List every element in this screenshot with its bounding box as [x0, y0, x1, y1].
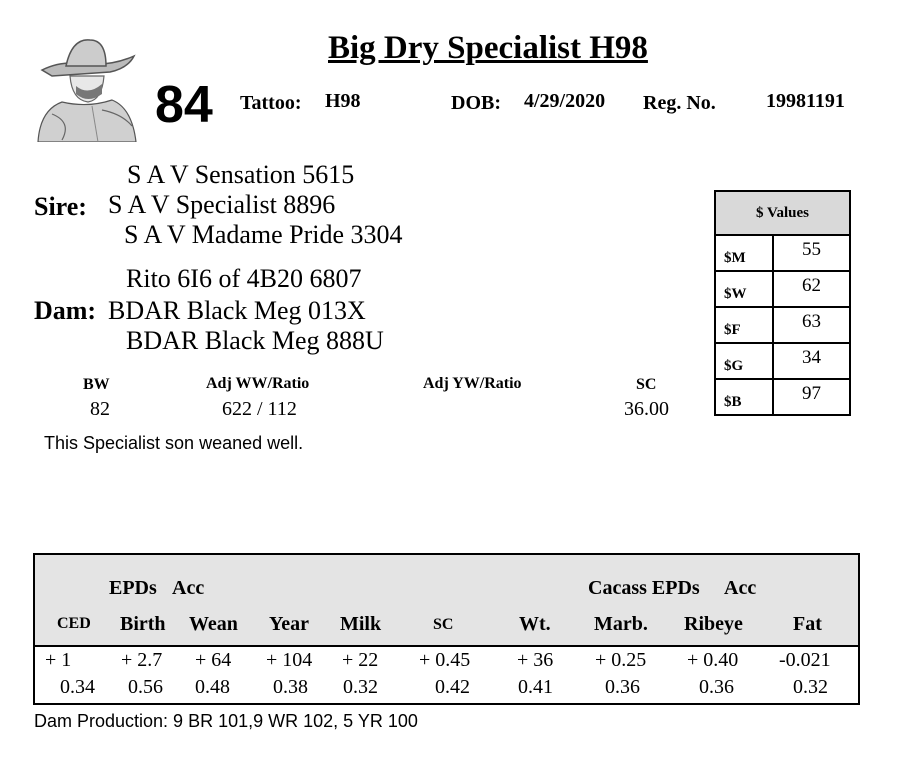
dollar-value: 55: [773, 235, 850, 271]
sc-label: SC: [636, 376, 657, 393]
tattoo-value: H98: [325, 90, 361, 112]
acc-value: 0.56: [128, 676, 163, 698]
carcass-epd-label: Cacass EPDs: [588, 577, 700, 599]
epd-value: + 22: [342, 649, 379, 671]
sire-sire: S A V Sensation 5615: [127, 160, 355, 189]
dollar-value: 63: [773, 307, 850, 343]
epd-col-wean: Wean: [189, 613, 238, 635]
sc-value: 36.00: [624, 398, 669, 420]
epd-value: + 1: [45, 649, 72, 671]
acc-value: 0.36: [699, 676, 734, 698]
epd-value: -0.021: [779, 649, 831, 671]
dollar-label: $G: [715, 343, 773, 379]
table-row: [715, 271, 850, 307]
dam-sire: Rito 6I6 of 4B20 6807: [126, 264, 362, 293]
acc-value: 0.41: [518, 676, 553, 698]
ww-label: Adj WW/Ratio: [206, 375, 310, 392]
dollar-label: $W: [715, 271, 773, 307]
epd-col-milk: Milk: [340, 613, 382, 635]
dollar-value: 34: [773, 343, 850, 379]
dob-label: DOB:: [451, 92, 501, 114]
dam-production-text: Dam Production: 9 BR 101,9 WR 102, 5 YR 100: [34, 711, 418, 731]
table-row: [715, 307, 850, 343]
dollar-value: 62: [773, 271, 850, 307]
epd-value: + 64: [195, 649, 232, 671]
epd-table: [33, 553, 860, 705]
table-row: [715, 235, 850, 271]
epd-value: + 0.40: [687, 649, 739, 671]
epd-col-ribeye: Ribeye: [684, 613, 743, 635]
epd-col-birth: Birth: [120, 613, 166, 635]
epd-acc-label: Acc: [172, 577, 205, 599]
epd-group-label: EPDs: [109, 577, 157, 599]
dollar-label: $B: [715, 379, 773, 415]
epd-value: + 0.25: [595, 649, 647, 671]
tattoo-label: Tattoo:: [240, 92, 302, 114]
cowboy-logo-icon: [32, 30, 140, 142]
comment-text: This Specialist son weaned well.: [44, 433, 304, 453]
acc-value: 0.32: [793, 676, 828, 698]
sire-dam: S A V Madame Pride 3304: [124, 220, 403, 249]
epd-col-wt: Wt.: [519, 613, 551, 635]
acc-value: 0.48: [195, 676, 230, 698]
page-title: Big Dry Specialist H98: [328, 30, 648, 66]
acc-value: 0.32: [343, 676, 378, 698]
dam-name: BDAR Black Meg 013X: [108, 296, 366, 325]
reg-label: Reg. No.: [643, 92, 716, 114]
acc-value: 0.38: [273, 676, 308, 698]
dollar-values-title: $ Values: [715, 191, 850, 235]
carcass-acc-label: Acc: [724, 577, 757, 599]
epd-col-ced: CED: [57, 615, 91, 632]
epd-col-year: Year: [269, 613, 309, 635]
epd-col-sc: SC: [433, 616, 454, 633]
ww-value: 622 / 112: [222, 398, 297, 420]
dollar-values-table: [714, 190, 851, 416]
lot-number: 84: [155, 76, 213, 134]
epd-col-fat: Fat: [793, 613, 822, 635]
dam-label: Dam:: [34, 296, 97, 325]
dollar-value: 97: [773, 379, 850, 415]
yw-label: Adj YW/Ratio: [423, 375, 522, 392]
epd-value: + 36: [517, 649, 554, 671]
dob-value: 4/29/2020: [524, 90, 606, 112]
table-row: [715, 379, 850, 415]
bw-value: 82: [90, 398, 110, 420]
epd-value: + 0.45: [419, 649, 471, 671]
bw-label: BW: [83, 376, 110, 393]
dollar-label: $F: [715, 307, 773, 343]
sire-label: Sire:: [34, 192, 87, 221]
dollar-label: $M: [715, 235, 773, 271]
table-row: [715, 343, 850, 379]
dam-dam: BDAR Black Meg 888U: [126, 326, 384, 355]
epd-col-marb: Marb.: [594, 613, 648, 635]
epd-value: + 2.7: [121, 649, 163, 671]
acc-value: 0.42: [435, 676, 470, 698]
sire-name: S A V Specialist 8896: [108, 190, 336, 219]
reg-value: 19981191: [766, 90, 845, 112]
acc-value: 0.34: [60, 676, 95, 698]
acc-value: 0.36: [605, 676, 640, 698]
epd-value: + 104: [266, 649, 313, 671]
